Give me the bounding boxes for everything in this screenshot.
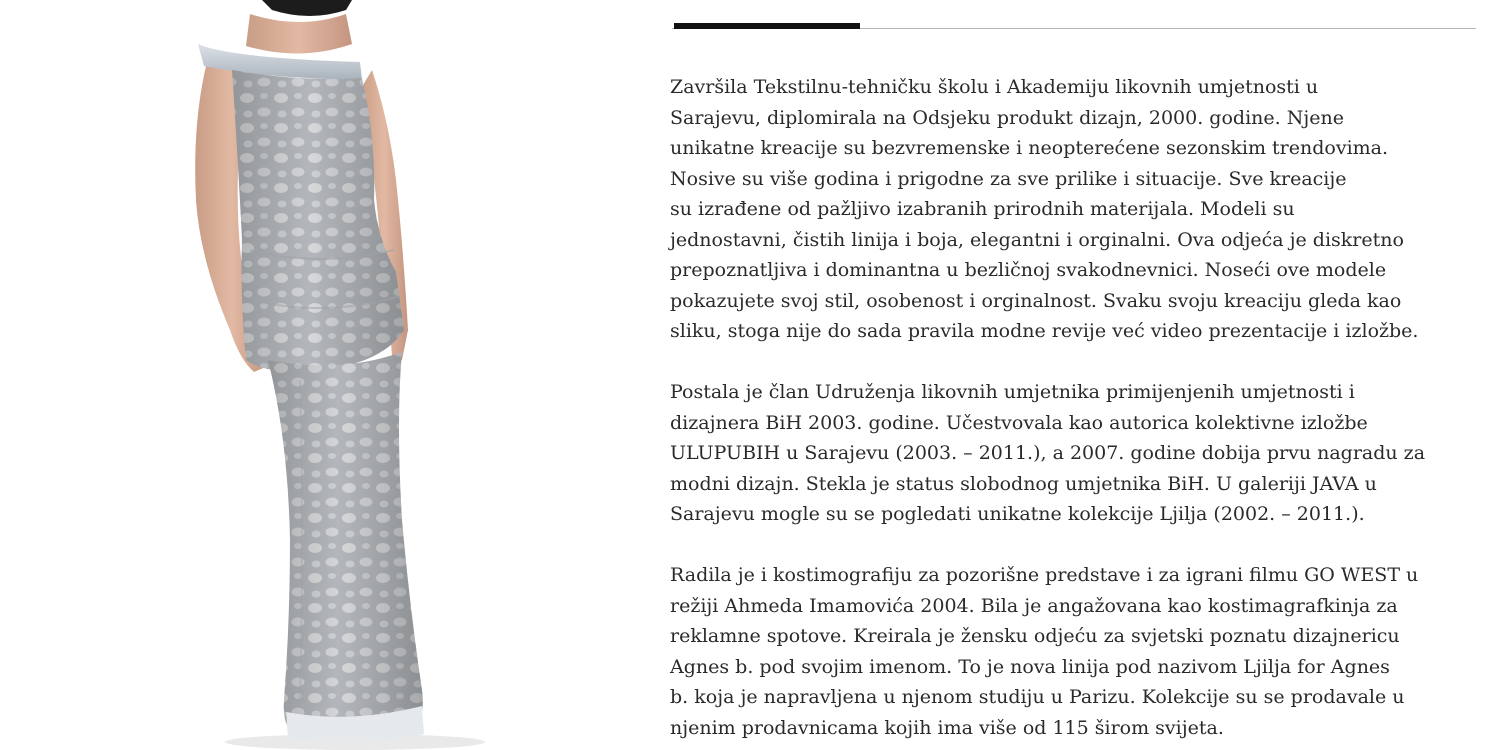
hair xyxy=(262,0,352,16)
bio-line: Postala je član Udruženja likovnih umjetnika primijenjenih umjetnosti i xyxy=(670,381,1355,403)
bio-line: Radila je i kostimografiju za pozorišne predstave i za igrani filmu GO WEST u xyxy=(670,564,1419,586)
bio-line: pokazujete svoj stil, osobenost i orginalnost. Svaku svoju kreaciju gleda kao xyxy=(670,289,1402,312)
bio-line: su izrađene od pažljivo izabranih prirodnih materijala. Modeli su xyxy=(670,198,1295,220)
bio-line: Sarajevu, diplomirala na Odsjeku produkt dizajn, 2000. godine. Njene xyxy=(670,106,1344,129)
bio-line: ULUPUBIH u Sarajevu (2003. – 2011.), a 2007. godine dobija prvu nagradu za xyxy=(670,442,1426,464)
bio-line: reklamne spotove. Kreirala je žensku odjeću za svjetski poznatu dizajnericu xyxy=(670,625,1400,647)
bio-line: jednostavni, čistih linija i boja, elegantni i orginalni. Ova odjeća je diskretno xyxy=(670,228,1404,251)
bio-line: njenim prodavnicama kojih ima više od 115 širom svijeta. xyxy=(670,716,1224,739)
bio-line: Agnes b. pod svojim imenom. To je nova linija pod nazivom Ljilja for Agnes xyxy=(670,655,1390,678)
neck xyxy=(246,14,352,54)
bio-line: režiji Ahmeda Imamovića 2004. Bila je angažovana kao kostimagrafkinja za xyxy=(670,594,1398,617)
bio-line: dizajnera BiH 2003. godine. Učestvovala kao autorica kolektivne izložbe xyxy=(670,411,1368,434)
bio-line: Završila Tekstilnu-tehničku školu i Akademiju likovnih umjetnosti u xyxy=(670,76,1319,98)
biography-text xyxy=(670,72,1485,750)
bio-line: modni dizajn. Stekla je status slobodnog umjetnika BiH. U galeriji JAVA u xyxy=(670,472,1377,495)
bio-line: unikatne kreacije su bezvremenske i neopterećene sezonskim trendovima. xyxy=(670,137,1389,159)
bio-line: b. koja je napravljena u njenom studiju u Parizu. Kolekcije su se prodavale u xyxy=(670,686,1405,708)
bio-paragraph-2 xyxy=(670,377,1485,530)
header-accent-bar xyxy=(674,23,860,29)
bio-line: prepoznatljiva i dominantna u bezličnoj svakodnevnici. Noseći ove modele xyxy=(670,259,1387,281)
bio-paragraph-1 xyxy=(670,72,1485,347)
bio-line: sliku, stoga nije do sada pravila modne revije već video prezentacije i izložbe. xyxy=(670,320,1419,342)
bio-line: Nosive su više godina i prigodne za sve prilike i situacije. Sve kreacije xyxy=(670,167,1347,190)
model-photo xyxy=(0,0,640,750)
bio-line: Sarajevu mogle su se pogledati unikatne kolekcije Ljilja (2002. – 2011.). xyxy=(670,503,1365,525)
bio-paragraph-3 xyxy=(670,560,1485,743)
